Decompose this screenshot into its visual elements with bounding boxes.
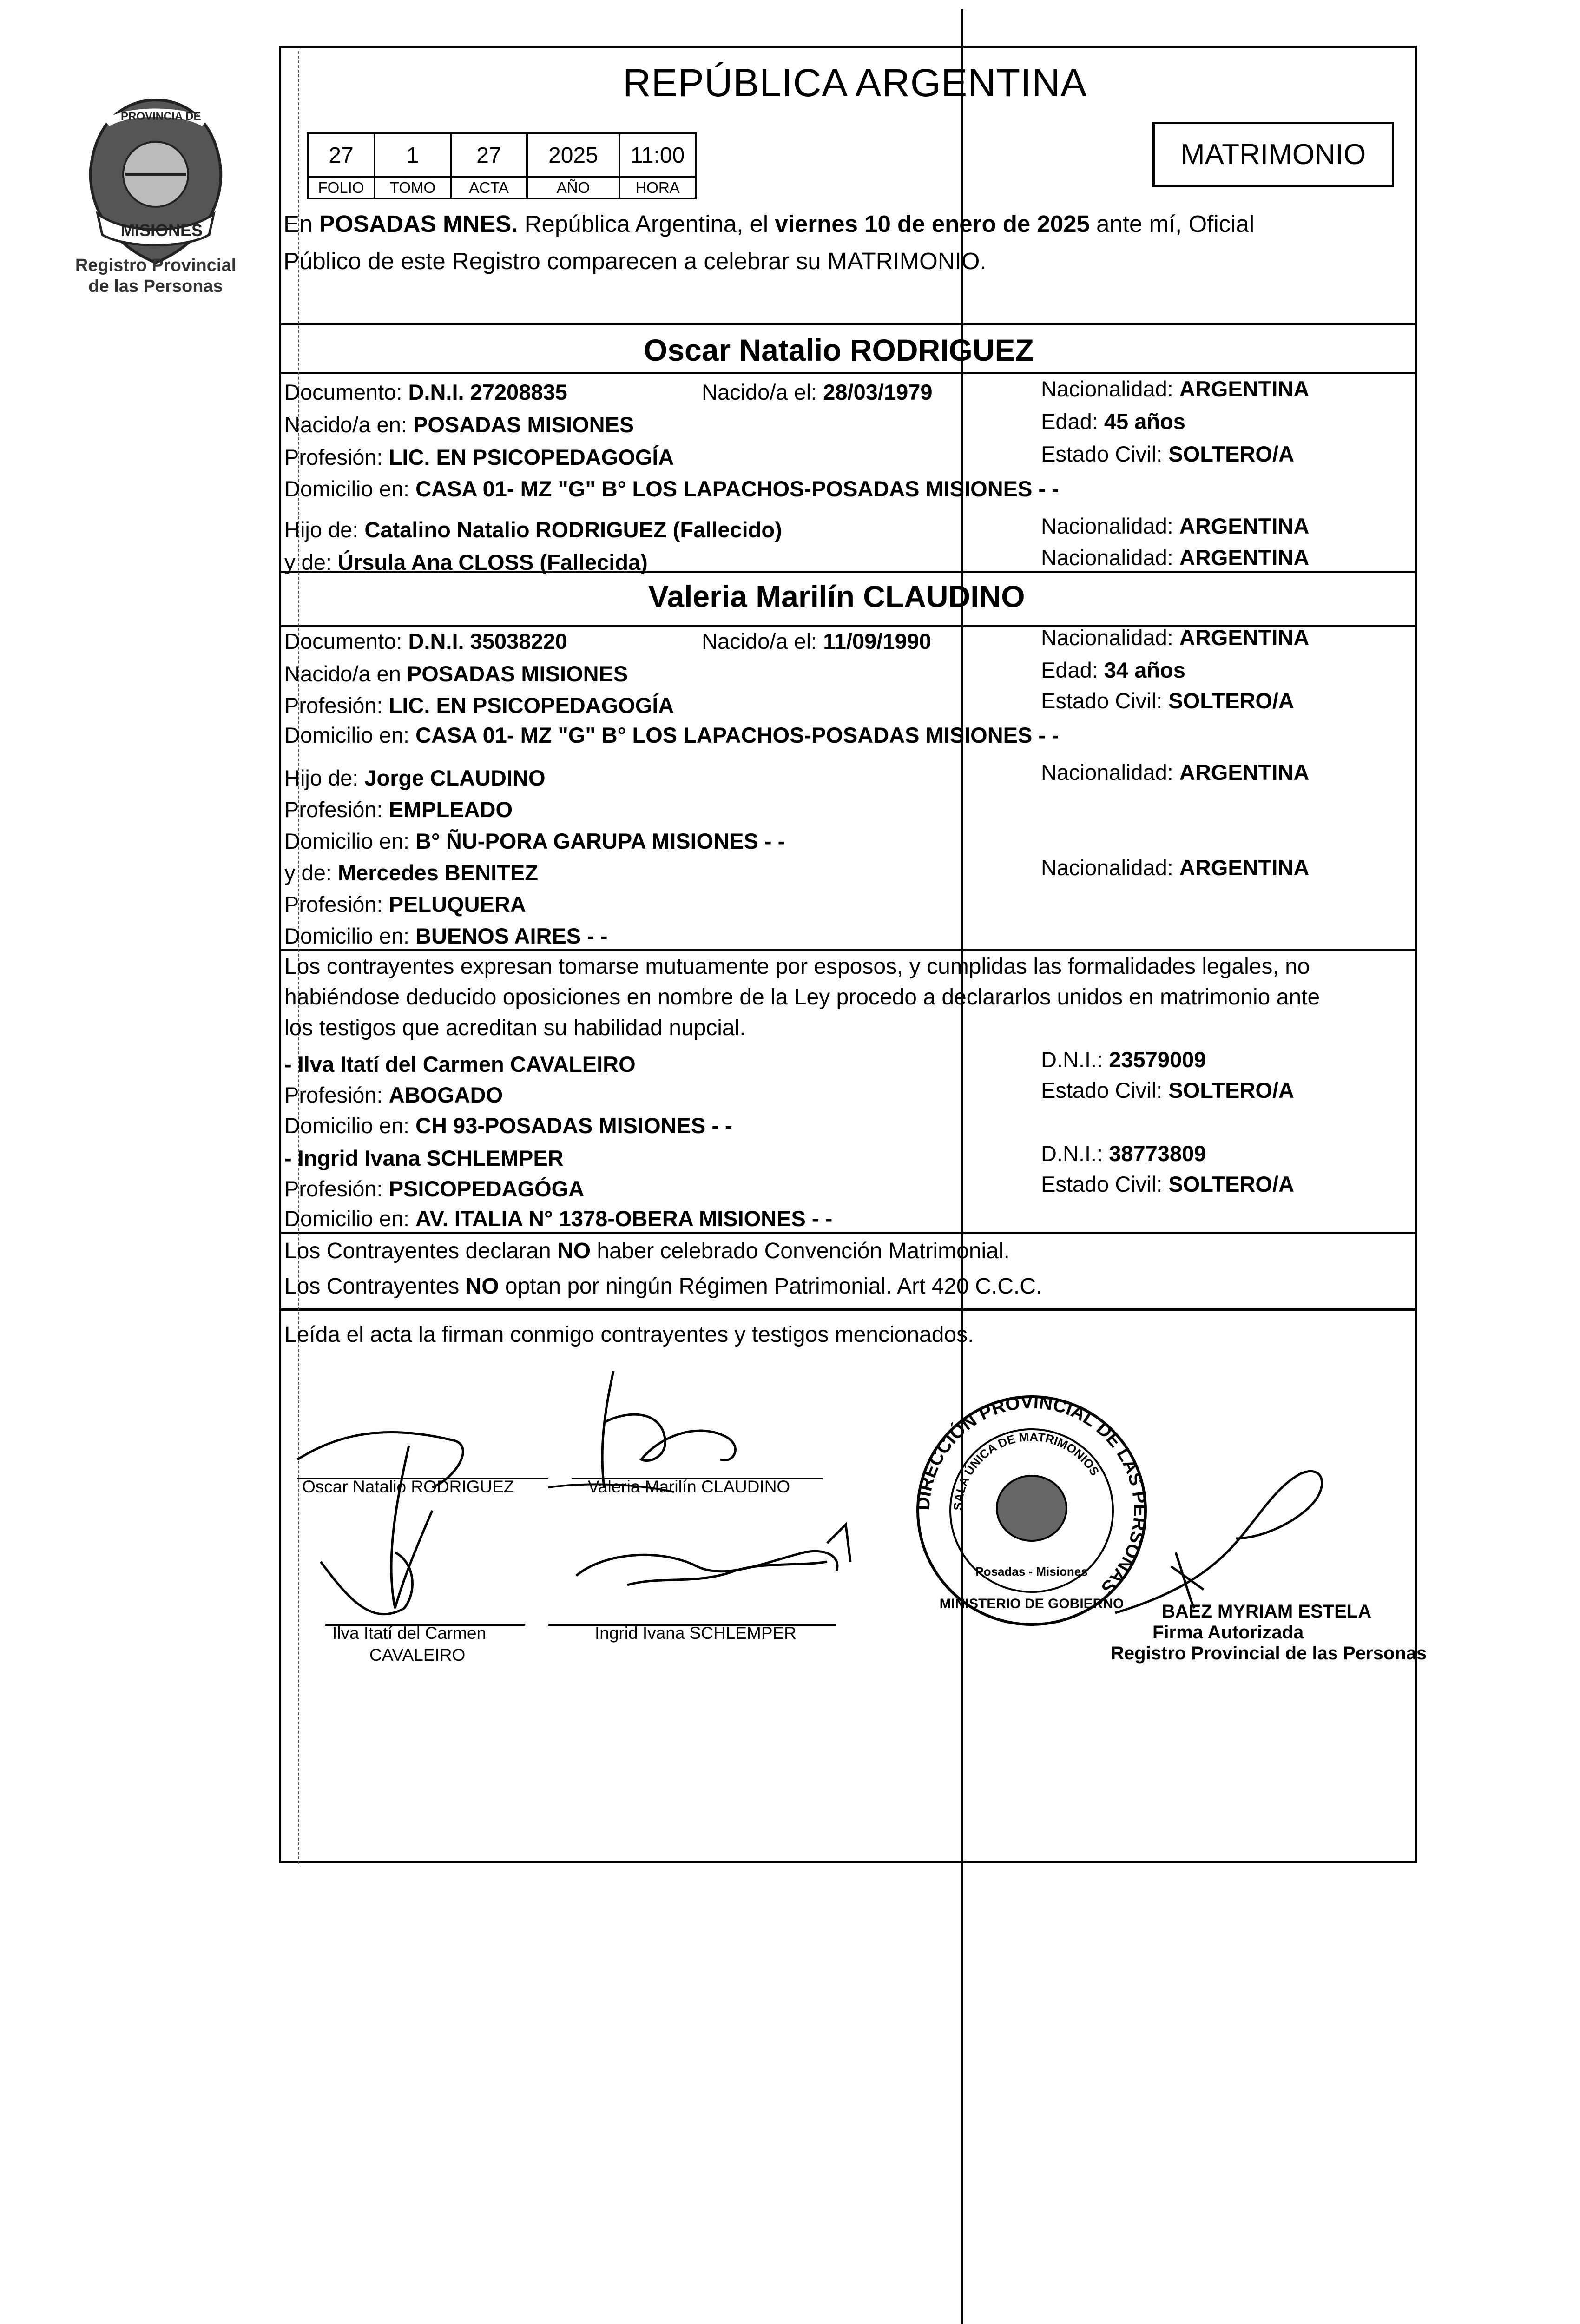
officer-office: Registro Provincial de las Personas — [1111, 1643, 1427, 1664]
spouse1-age: Edad: 45 años — [1041, 409, 1185, 434]
officer-role: Firma Autorizada — [1152, 1622, 1304, 1643]
witness1-addr: Domicilio en: CH 93-POSADAS MISIONES - - — [284, 1113, 732, 1138]
spouse2-age: Edad: 34 años — [1041, 658, 1185, 682]
regime-line-1: Los Contrayentes declaran NO haber celebrado Convención Matrimonial. — [284, 1239, 1010, 1263]
spouse2-doc: Documento: D.N.I. 35038220 — [284, 629, 567, 654]
spouse1-mother-nat: Nacionalidad: ARGENTINA — [1041, 545, 1310, 570]
logo-caption-2: de las Personas — [88, 277, 223, 296]
spouse1-birthplace: Nacido/a en: POSADAS MISIONES — [284, 412, 634, 437]
witness2-civil: Estado Civil: SOLTERO/A — [1041, 1172, 1294, 1196]
spouse2-father: Hijo de: Jorge CLAUDINO — [284, 766, 546, 790]
witness2-addr: Domicilio en: AV. ITALIA N° 1378-OBERA MISIONES - - — [284, 1206, 833, 1231]
svg-text:DIRECCIÓN PROVINCIAL DE LAS PE: DIRECCIÓN PROVINCIAL DE LAS PERSONAS — [913, 1392, 1151, 1598]
spouse2-address: Domicilio en: CASA 01- MZ "G" B° LOS LAPACHOS-POSADAS MISIONES - - — [284, 723, 1059, 747]
signature-label-1: Oscar Natalio RODRIGUEZ — [302, 1477, 514, 1496]
spouse1-prof: Profesión: LIC. EN PSICOPEDAGOGÍA — [284, 445, 674, 469]
spouse2-mother: y de: Mercedes BENITEZ — [284, 860, 538, 885]
spouse2-father-prof: Profesión: EMPLEADO — [284, 797, 513, 822]
signature-label-2: Valeria Marilín CLAUDINO — [588, 1477, 790, 1496]
witness2-name: - Ingrid Ivana SCHLEMPER — [284, 1146, 564, 1170]
svg-text:MINISTERIO DE GOBIERNO: MINISTERIO DE GOBIERNO — [939, 1596, 1124, 1611]
acta-label: ACTA — [451, 177, 527, 198]
registry-logo — [70, 95, 242, 300]
divider-header — [279, 323, 1417, 325]
spouse2-mother-nat: Nacionalidad: ARGENTINA — [1041, 855, 1310, 880]
svg-text:Posadas - Misiones: Posadas - Misiones — [975, 1565, 1088, 1578]
registry-table — [307, 132, 697, 199]
spouse1-mother: y de: Úrsula Ana CLOSS (Fallecida) — [284, 550, 648, 574]
witness1-name: - Ilva Itatí del Carmen CAVALEIRO — [284, 1052, 636, 1076]
spouse2-birthplace: Nacido/a en POSADAS MISIONES — [284, 661, 628, 686]
witness1-prof: Profesión: ABOGADO — [284, 1083, 503, 1107]
republic-title: REPÚBLICA ARGENTINA — [623, 61, 1087, 105]
spouse1-address: Domicilio en: CASA 01- MZ "G" B° LOS LAPACHOS-POSADAS MISIONES - - — [284, 476, 1059, 501]
declaration-line-3: los testigos que acreditan su habilidad nupcial. — [284, 1016, 746, 1040]
acta-value: 27 — [451, 133, 527, 177]
witness2-prof: Profesión: PSICOPEDAGÓGA — [284, 1176, 585, 1201]
intro-line-2: Público de este Registro comparecen a celebrar su MATRIMONIO. — [283, 248, 987, 274]
spouse2-mother-addr: Domicilio en: BUENOS AIRES - - — [284, 924, 608, 948]
declaration-line-2: habiéndose deducido oposiciones en nombre de la Ley procedo a declararlos unidos en matrimonio ante — [284, 985, 1320, 1010]
anio-label: AÑO — [527, 177, 619, 198]
spouse2-mother-prof: Profesión: PELUQUERA — [284, 892, 526, 917]
folio-label: FOLIO — [308, 177, 375, 198]
spouse2-civil: Estado Civil: SOLTERO/A — [1041, 688, 1294, 713]
logo-band-text: MISIONES — [121, 221, 203, 240]
spouse2-prof: Profesión: LIC. EN PSICOPEDAGOGÍA — [284, 693, 674, 718]
act-type-box: MATRIMONIO — [1152, 122, 1394, 187]
witness2-dni: D.N.I.: 38773809 — [1041, 1141, 1206, 1166]
anio-value: 2025 — [527, 133, 619, 177]
tomo-label: TOMO — [375, 177, 451, 198]
officer-name: BAEZ MYRIAM ESTELA — [1162, 1601, 1372, 1622]
tomo-value: 1 — [375, 133, 451, 177]
spouse1-nat: Nacionalidad: ARGENTINA — [1041, 376, 1310, 401]
declaration-line-1: Los contrayentes expresan tomarse mutuamente por esposos, y cumplidas las formalidades legales, no — [284, 954, 1310, 979]
spouse2-name: Valeria Marilín CLAUDINO — [648, 579, 1025, 614]
hora-label: HORA — [619, 177, 696, 198]
signature-label-4: Ingrid Ivana SCHLEMPER — [595, 1624, 797, 1643]
spouse2-father-nat: Nacionalidad: ARGENTINA — [1041, 760, 1310, 785]
spouse2-born: Nacido/a el: 11/09/1990 — [702, 629, 931, 654]
spouse1-father: Hijo de: Catalino Natalio RODRIGUEZ (Fallecido) — [284, 517, 782, 542]
svg-text:SALA ÚNICA DE MATRIMONIOS: SALA ÚNICA DE MATRIMONIOS — [950, 1429, 1102, 1511]
witness1-dni: D.N.I.: 23579009 — [1041, 1047, 1206, 1072]
spouse1-born: Nacido/a el: 28/03/1979 — [702, 380, 933, 404]
spouse1-father-nat: Nacionalidad: ARGENTINA — [1041, 514, 1310, 538]
logo-top-text: PROVINCIA DE — [121, 110, 201, 123]
intro-line-1: En POSADAS MNES. República Argentina, el viernes 10 de enero de 2025 ante mí, Oficial — [283, 211, 1255, 237]
signature-label-3b: CAVALEIRO — [369, 1645, 466, 1664]
logo-caption-1: Registro Provincial — [75, 256, 237, 275]
signature-label-3a: Ilva Itatí del Carmen — [332, 1624, 487, 1643]
spouse1-civil: Estado Civil: SOLTERO/A — [1041, 442, 1294, 466]
spouse2-nat: Nacionalidad: ARGENTINA — [1041, 625, 1310, 650]
spouse2-father-addr: Domicilio en: B° ÑU-PORA GARUPA MISIONES - - — [284, 829, 785, 853]
folio-value: 27 — [308, 133, 375, 177]
witness1-civil: Estado Civil: SOLTERO/A — [1041, 1078, 1294, 1103]
regime-line-2: Los Contrayentes NO optan por ningún Régimen Patrimonial. Art 420 C.C.C. — [284, 1274, 1042, 1299]
closing-text: Leída el acta la firman conmigo contrayentes y testigos mencionados. — [284, 1322, 974, 1347]
spouse1-doc: Documento: D.N.I. 27208835 — [284, 380, 567, 404]
hora-value: 11:00 — [619, 133, 696, 177]
divider-closing — [279, 1308, 1417, 1311]
spouse1-name: Oscar Natalio RODRIGUEZ — [644, 333, 1034, 367]
